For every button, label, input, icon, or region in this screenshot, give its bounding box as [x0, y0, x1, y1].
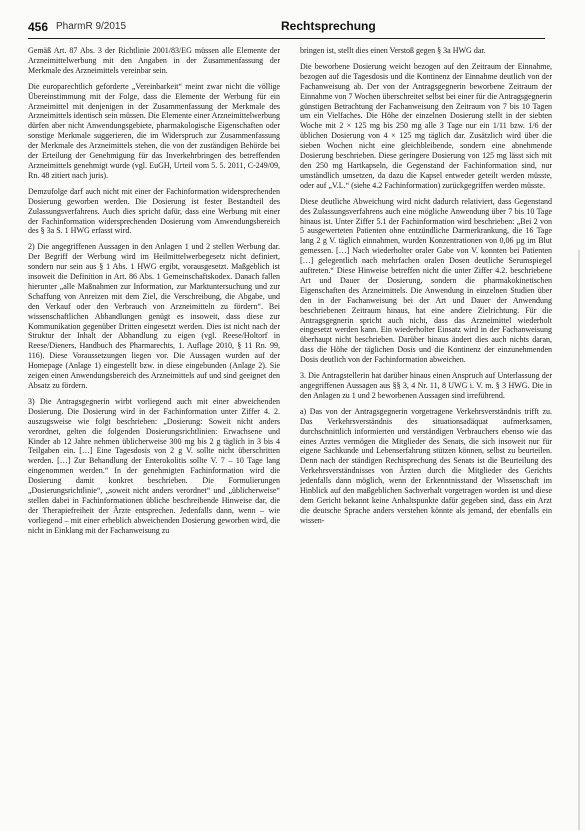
paragraph: Diese deutliche Abweichung wird nicht dadurch relativiert, dass Gegenstand des Zulassungsverfahrens auch eine mögliche Anwendung über 7 bis 10 Tage hinaus ist. Unter Ziffer 5.1 der Fachinformation wird beschrieben: „Bei 2 von 5 ausgewerteten Patienten ohne entzündliche Darmerkrankung, die 16 Tage lang 2 g V. täglich einnahmen, wurden Konzentrationen von 0,06 µg im Blut gemessen. […] Nach wiederholter oraler Gabe von V. konnten bei Patienten […] gelegentlich nach mehrfachen oralen Dosen deutliche Serumspiegel auftreten.“ Diese Hinweise betreffen nicht die unter Ziffer 4.2. beschriebene Art und Dauer der Dosierung, sondern die pharmakokinetischen Eigenschaften des Arzneimittels. Die Anwendung in einzelnen Studien über den in der Fachanweisung bei der Art und Dauer der Anwendung beschriebenen Zeitraum hinaus, hat eine andere Zielrichtung. Für die Antragsgegnerin spricht auch nicht, dass das Arzneimittel wiederholt eingesetzt werden kann. Ein wiederholter Einsatz wird in der Fachanweisung überhaupt nicht beschrieben. Darüber hinaus ändert dies auch nichts daran, dass die Höhe der täglichen Dosis und die Kontinenz der einzunehmenden Dosis deutlich von der Fachinformation abweichen.: [300, 196, 552, 365]
paragraph: Gemäß Art. 87 Abs. 3 der Richtlinie 2001/83/EG müssen alle Elemente der Arzneimittelwerbung mit den Angaben in der Zusammenfassung der Merkmale des Arzneimittels vereinbar sein.: [28, 46, 280, 75]
paragraph: bringen ist, stellt dies einen Verstoß gegen § 3a HWG dar.: [300, 46, 486, 55]
header-rule: [28, 38, 545, 39]
page-header: [28, 16, 573, 46]
paragraph: 3. Die Antragstellerin hat darüber hinaus einen Anspruch auf Unterlassung der angegriffenen Aussagen aus §§ 3, 4 Nr. 11, 8 UWG i. V. m. § 3 HWG. Die in den Anlagen zu 1 und 2 beworbenen Aussagen sind irreführend.: [300, 371, 552, 400]
paragraph: Die europarechtlich geforderte „Vereinbarkeit“ meint zwar nicht die völlige Übereinstimmung mit der Folge, dass die Elemente der Werbung für ein Arzneimittel mit denjenigen in der Zusammenfassung der Merkmale des Arzneimittels identisch sein müssen. Die Elemente einer Arzneimittelwerbung dürfen aber nicht Anwendungsgebiete, pharmakologische Eigenschaften oder sonstige Merkmale suggerieren, die im Widerspruch zur Zusammenfassung der Merkmale des Arzneimittels stehen, die von der zuständigen Behörde bei der Erteilung der Genehmigung für das Inverkehrbringen des betreffenden Arzneimittels genehmigt wurde (vgl. EuGH, Urteil vom 5. 5. 2011, C-249/09, Rn. 48 zitiert nach juris).: [28, 81, 280, 180]
page-edge-shadow: [578, 250, 580, 830]
paragraph: 3) Die Antragsgegnerin wirbt vorliegend auch mit einer abweichenden Dosierung. Die Dosierung wird in der Fachinformation unter Ziffer 4. 2. auszugsweise wie folgt beschrieben: „Dosierung: Soweit nicht anders verordnet, gelten die folgenden Dosierungsrichtlinien: Erwachsene und Kinder ab 12 Jahre nehmen üblicherweise 300 mg bis 2 g täglich in 3 bis 4 Teilgaben ein. […] Eine Tagesdosis von 2 g V. sollte nicht überschritten werden. […] Zur Behandlung der Enterokolitis sollte V. 7 – 10 Tage lang eingenommen werden.“ In der genehmigten Fachinformation wird die Dosierung damit konkret beschrieben. Die Formulierungen „Dosierungsrichtlinie“, „soweit nicht anders verordnet“ und „üblicherweise“ stellen dabei in Fachinformationen übliche beschreibende Hinweise dar, die der Therapiefreiheit der Ärzte entsprechen. Jedenfalls dann, wenn – wie vorliegend – mit einer erheblich abweichenden Dosierung geworben wird, die nicht in Einklang mit der Fachanweisung zu: [28, 396, 280, 535]
right-column: [300, 46, 552, 526]
left-column: [28, 46, 280, 536]
paragraph: 2) Die angegriffenen Aussagen in den Anlagen 1 und 2 stellen Werbung dar. Der Begriff der Werbung wird im Heilmittelwerbegesetz nicht definiert, sondern nur sein aus § 1 Abs. 1 HWG ergibt, vorausgesetzt. Maßgeblich ist insoweit die Definition in Art. 86 Abs. 1 Gemeinschaftskodex. Danach fallen hierunter „alle Maßnahmen zur Information, zur Marktuntersuchung und zur Schaffung von Anreizen mit dem Ziel, die Verschreibung, die Abgabe, und den Verkauf oder den Verbrauch von Arzneimitteln zu fördern“. Bei wissenschaftlichen Abhandlungen genügt es insoweit, dass diese zur Kommunikation gegenüber Dritten eingesetzt werden. Dies ist nicht nach der Struktur der Inhalt der Abhandlung zu eigen (vgl. Reese/Holtorf in Reese/Dieners, Handbuch des Pharmarechts, 1. Auflage 2010, § 11 Rn. 99, 116). Diese Voraussetzungen liegen vor. Die Aussagen wurden auf der Homepage (Anlage 1) eingestellt bzw. in diese eingebunden (Anlage 2). Sie zeigen einen Anwendungsbereich des Arzneimittels auf und sind geeignet den Absatz zu fördern.: [28, 242, 280, 390]
paragraph: a) Das von der Antragsgegnerin vorgetragene Verkehrsverständnis trifft zu. Das Verkehrsverständnis des situationsadäquat aufmerksamen, durchschnittlich informierten und verständigen Verbrauchers ebenso wie das eines Arztes vermögen die Mitglieder des Senats, die sich insoweit nur für eigene Sachkunde und Lebenserfahrung stützen können, selbst zu beurteilen. Denn nach der ständigen Rechtsprechung des Senats ist die Beurteilung des Verkehrsverständnisses von Ärzten durch die Mitglieder des Gerichts jedenfalls dann möglich, wenn der Erkenntnisstand der Wissenschaft im Hinblick auf den maßgeblichen Sachverhalt vorgetragen worden ist und diese dem Gericht bekannt keine Anhaltspunkte dafür gegeben sind, dass ein Arzt die deutsche Sprache anders verstehen könnte als jemand, der ebenfalls ein wissen-: [300, 406, 552, 525]
journal-citation: PharmR 9/2015: [56, 21, 127, 32]
paragraph: Die beworbene Dosierung weicht bezogen auf den Zeitraum der Einnahme, bezogen auf die Tagesdosis und die Kontinenz der Einnahme deutlich von der Fachanweisung ab. Der von der Antragsgegnerin beworbene Zeitraum der Einnahme von 7 Wochen überschreitet selbst bei einer für die Antragsgegnerin günstigen Betrachtung der Fachanweisung den Zeitraum von 7 bis 10 Tagen um ein Vielfaches. Die Höhe der einzelnen Dosierung stellt in der siebten Woche mit 2 × 125 mg bis 250 mg alle 3 Tage nur ein 1/11 bzw. 1/6 der üblichen Dosierung von 4 × 125 mg täglich dar. Zusätzlich wird über die sieben Wochen nicht eine gleichbleibende, sondern eine abnehmende Dosierung beschrieben. Diese geringere Dosierung von 125 mg lässt sich mit den 250 mg Hartkapseln, die Gegenstand der Fachinformation sind, nur umständlich umsetzen, da dazu die Kapsel entweder geteilt werden müsste, oder auf „V.L.“ (siehe 4.2 Fachinformation) zurückgegriffen werden müsste.: [300, 61, 552, 190]
page-number: 456: [28, 20, 49, 34]
section-title: Rechtsprechung: [281, 19, 376, 33]
paragraph: Demzufolge darf auch nicht mit einer der Fachinformation widersprechenden Dosierung geworben werden. Die Dosierung ist fester Bestandteil des Zulassungsverfahrens. Auch dies spricht dafür, dass eine Werbung mit einer der Fachinformation widersprechenden Dosierung vom Anwendungsbereich des § 3a S. 1 HWG erfasst wird.: [28, 186, 280, 236]
